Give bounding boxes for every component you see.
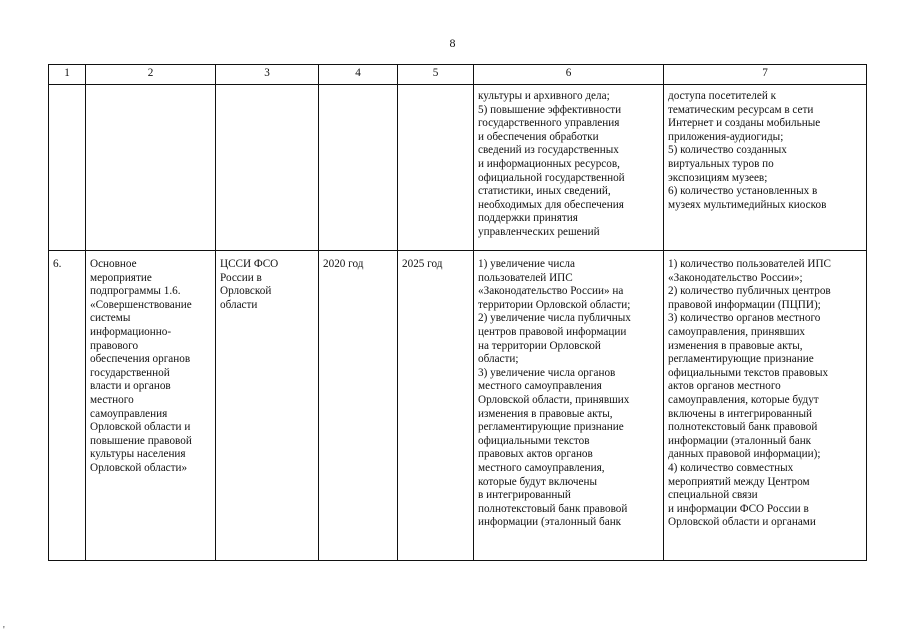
column-header: 5 — [398, 65, 474, 85]
expected-results-cell: культуры и архивного дела; 5) повышение эффективности государственного управления и обеспечения обработки сведений из государственных и информационных ресурсов, официальной государственной статистики, иных сведений, необходимых для обеспечения поддержки принятия управленческих решений — [474, 85, 664, 251]
table-cell — [49, 85, 86, 251]
expected-results-cell: 1) увеличение числа пользователей ИПС «Законодательство России» на территории Орловской области; 2) увеличение числа публичных центров правовой информации на территории Орловской области; 3) увеличение числа органов местного самоуправления Орловской области, принявших изменения в правовые акты, регламентирующие признание официальными текстов правовых актов органов местного самоуправления, которые будут включены в интегрированный полнотекстовый банк правовой информации (эталонный банк — [474, 251, 664, 561]
scan-mark: ' — [3, 625, 5, 636]
table-cell — [86, 85, 216, 251]
table-header-row — [49, 65, 867, 85]
indicators-cell: 1) количество пользователей ИПС «Законодательство России»; 2) количество публичных центров правовой информации (ПЦПИ); 3) количество органов местного самоуправления, принявших изменения в правовые акты, регламентирующие признание официальными текстов правовых актов органов местного самоуправления, которые будут включены в интегрированный полнотекстовый банк правовой информации (эталонный банк данных правовой информации); 4) количество совместных мероприятий между Центром специальной связи и информации ФСО России в Орловской области и органами — [664, 251, 867, 561]
column-header: 6 — [474, 65, 664, 85]
row-number-cell: 6. — [49, 251, 86, 561]
activity-name-cell: Основное мероприятие подпрограммы 1.6. «Совершенствование системы информационно- правового обеспечения органов государственной власти и органов местного самоуправления Орловской области и повышение правовой культуры населения Орловской области» — [86, 251, 216, 561]
column-header: 4 — [319, 65, 398, 85]
table-cell — [319, 85, 398, 251]
column-header: 7 — [664, 65, 867, 85]
table-cell — [216, 85, 319, 251]
executor-cell: ЦССИ ФСО России в Орловской области — [216, 251, 319, 561]
end-year-cell: 2025 год — [398, 251, 474, 561]
page-number: 8 — [449, 36, 456, 50]
table-cell — [398, 85, 474, 251]
column-header: 2 — [86, 65, 216, 85]
start-year-cell: 2020 год — [319, 251, 398, 561]
indicators-cell: доступа посетителей к тематическим ресурсам в сети Интернет и созданы мобильные приложения-аудиогиды; 5) количество созданных виртуальных туров по экспозициям музеев; 6) количество установленных в музеях мультимедийных киосков — [664, 85, 867, 251]
table-row — [49, 85, 867, 251]
table-row — [49, 251, 867, 561]
column-header: 1 — [49, 65, 86, 85]
program-table — [48, 64, 867, 561]
column-header: 3 — [216, 65, 319, 85]
